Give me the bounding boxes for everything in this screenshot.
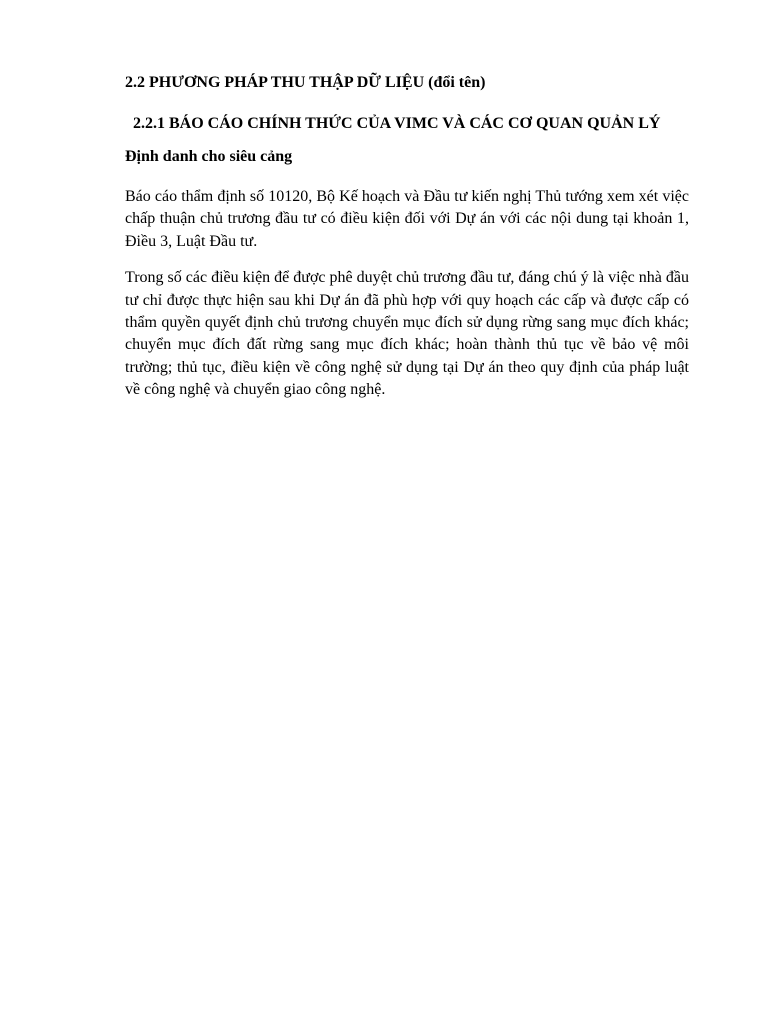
body-paragraph-2: Trong số các điều kiện để được phê duyệt chủ trương đầu tư, đáng chú ý là việc nhà đầu tư chỉ được thực hiện sau khi Dự án đã phù hợp với quy hoạch các cấp và được cấp có thẩm quyền quyết định chủ trương chuyển mục đích sử dụng rừng sang mục đích khác; chuyển mục đích đất rừng sang mục đích khác; hoàn thành thủ tục về bảo vệ môi trường; thủ tục, điều kiện về công nghệ sử dụng tại Dự án theo quy định của pháp luật về công nghệ và chuyển giao công nghệ.: [125, 269, 689, 399]
document-page: [125, 72, 689, 416]
subsection-heading: 2.2.1 BÁO CÁO CHÍNH THỨC CỦA VIMC VÀ CÁC CƠ QUAN QUẢN LÝ: [133, 115, 661, 132]
section-heading: 2.2 PHƯƠNG PHÁP THU THẬP DỮ LIỆU (đổi tên): [125, 74, 486, 91]
minor-heading: Định danh cho siêu cảng: [125, 148, 293, 165]
body-paragraph-1: Báo cáo thẩm định số 10120, Bộ Kế hoạch và Đầu tư kiến nghị Thủ tướng xem xét việc chấp thuận chủ trương đầu tư có điều kiện đối với Dự án với các nội dung tại khoản 1, Điều 3, Luật Đầu tư.: [125, 188, 689, 250]
